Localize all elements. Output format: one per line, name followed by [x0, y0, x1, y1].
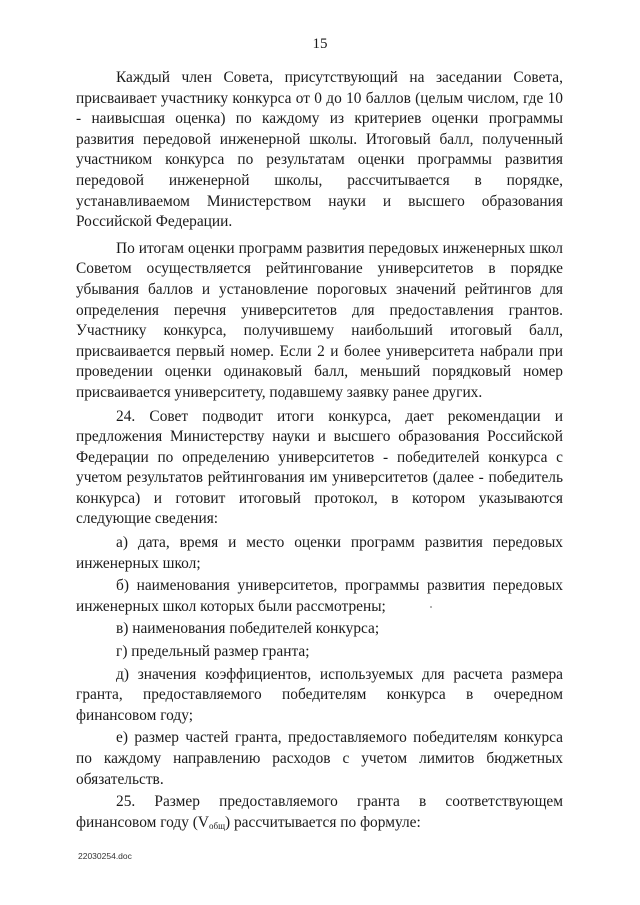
scan-speck [430, 606, 432, 608]
subscript-total: общ [208, 820, 225, 831]
list-item-e: е) размер частей гранта, предоставляемого победителям конкурса по каждому направлению расходов с учетом лимитов бюджетных обязательств. [76, 729, 563, 788]
paragraph-item-25 [76, 792, 563, 833]
paragraph-rating-procedure: По итогам оценки программ развития передовых инженерных школ Советом осуществляется рейтингование университетов в порядке убывания баллов и установление пороговых значений рейтингов для определения перечня университетов для предоставления грантов. Участнику конкурса, получившему наибольший итоговый балл, присваивается первый номер. Если 2 и более университета набрали при проведении оценки одинаковый балл, меньший порядковый номер присваивается университету, подавшему заявку ранее других. [76, 239, 563, 401]
paragraph-council-scoring: Каждый член Совета, присутствующий на заседании Совета, присваивает участнику конкурса от 0 до 10 баллов (целым числом, где 10 - наивысшая оценка) по каждому из критериев оценки программы развития передовой инженерной школы. Итоговый балл, полученный участником конкурса по результатам оценки программы развития передовой инженерной школы, рассчитывается в порядке, устанавливаемом Министерством науки и высшего образования Российской Федерации. [76, 69, 563, 231]
paragraph-item-25-text: 25. Размер предоставляемого гранта в соответствующем финансовом году (V [76, 793, 563, 831]
paragraph-item-24: 24. Совет подводит итоги конкурса, дает рекомендации и предложения Министерству науки и высшего образования Российской Федерации по определению университетов - победителей конкурса с учетом результатов рейтингования им университетов (далее - победитель конкурса) и готовит итоговый протокол, в котором указываются следующие сведения: [76, 407, 563, 528]
list-item-b: б) наименования университетов, программы развития передовых инженерных школ которых были рассмотрены; [76, 577, 563, 615]
footer-filename: 22030254.doc [78, 851, 132, 861]
list-item-d: д) значения коэффициентов, используемых для расчета размера гранта, предоставляемого победителям конкурса в очередном финансовом году; [76, 665, 563, 724]
document-body [76, 68, 563, 836]
list-item-g: г) предельный размер гранта; [116, 643, 310, 661]
page-number: 15 [312, 36, 328, 52]
paragraph-item-25-tail: ) рассчитывается по формуле: [225, 813, 421, 831]
list-item-a: а) дата, время и место оценки программ развития передовых инженерных школ; [76, 534, 563, 572]
list-item-v: в) наименования победителей конкурса; [116, 620, 380, 638]
